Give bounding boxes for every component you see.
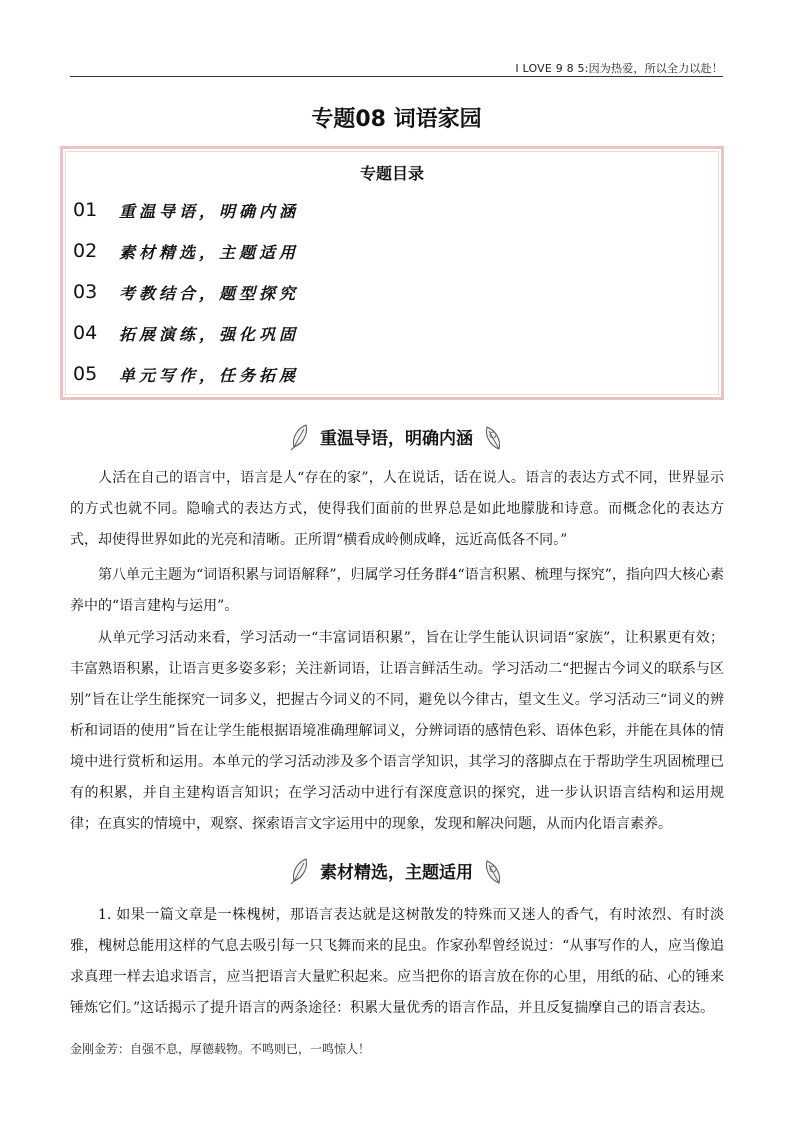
toc-item-label: 考教结合，题型探究 xyxy=(119,283,300,303)
leaf-decoration-icon xyxy=(288,421,314,451)
section-heading-1 xyxy=(0,414,793,458)
toc-item xyxy=(73,280,299,304)
leaf-decoration-icon xyxy=(288,855,314,885)
page-header-motto: I LOVE 9 8 5:因为热爱，所以全力以赴！ xyxy=(515,62,723,75)
toc-item-label: 重温导语，明确内涵 xyxy=(119,201,300,221)
section-heading-text: 重温导语，明确内涵 xyxy=(320,428,473,449)
table-of-contents xyxy=(60,146,724,400)
section-heading-text: 素材精选，主题适用 xyxy=(320,862,473,883)
toc-item-number: 04 xyxy=(73,322,98,344)
page-footer-motto: 金刚金芳：自强不息，厚德载物。不鸣则已，一鸣惊人！ xyxy=(70,1042,371,1056)
toc-item xyxy=(73,362,299,386)
intro-paragraph: 第八单元主题为“词语积累与词语解释”，归属学习任务群4“语言积累、梳理与探究”，指向四大核心素养中的“语言建构与运用”。 xyxy=(70,567,724,614)
toc-item-number: 02 xyxy=(73,240,98,262)
material-paragraph: 1. 如果一篇文章是一株槐树，那语言表达就是这树散发的特殊而又迷人的香气，有时浓烈、有时淡雅，槐树总能用这样的气息去吸引每一只飞舞而来的昆虫。作家孙犁曾经说过：“从事写作的人，应当像追求真理一样去追求语言，应当把语言大量贮积起来。应当把你的语言放在你的心里，用纸的砧、心的锤来锤炼它们。”这话揭示了提升语言的两条途径：积累大量优秀的语言作品，并且反复揣摩自己的语言表达。 xyxy=(70,907,724,1016)
toc-item-number: 01 xyxy=(73,199,98,221)
toc-item-label: 单元写作，任务拓展 xyxy=(119,365,300,385)
toc-title: 专题目录 xyxy=(359,164,424,183)
toc-item xyxy=(73,198,299,222)
toc-inner-border xyxy=(65,151,719,395)
toc-item-number: 05 xyxy=(73,363,98,385)
intro-paragraph: 人活在自己的语言中，语言是人“存在的家”，人在说话，话在说人。语言的表达方式不同，世界显示的方式也就不同。隐喻式的表达方式，使得我们面前的世界总是如此地朦胧和诗意。而概念化的表达方式，却使得世界如此的光亮和清晰。正所谓“横看成岭侧成峰，远近高低各不同。” xyxy=(70,470,724,548)
intro-paragraph: 从单元学习活动来看，学习活动一“丰富词语积累”，旨在让学生能认识词语“家族”，让积累更有效；丰富熟语积累，让语言更多姿多彩；关注新词语，让语言鲜活生动。学习活动二“把握古今词义的联系与区别”旨在让学生能探究一词多义，把握古今词义的不同，避免以今律古，望文生义。学习活动三“词义的辨析和词语的使用”旨在让学生能根据语境准确理解词义，分辨词语的感情色彩、语体色彩，并能在具体的情境中进行赏析和运用。本单元的学习活动涉及多个语言学知识，其学习的落脚点在于帮助学生巩固梳理已有的积累，并自主建构语言知识；在学习活动中进行有深度意识的探究，进一步认识语言结构和运用规律；在真实的情境中，观察、探索语言文字运用中的现象，发现和解决问题，从而内化语言素养。 xyxy=(70,630,724,832)
toc-item-label: 拓展演练，强化巩固 xyxy=(119,324,300,344)
document-title: 专题08 词语家园 xyxy=(311,107,482,132)
section-heading-2 xyxy=(0,848,793,892)
toc-item-number: 03 xyxy=(73,281,98,303)
toc-item xyxy=(73,239,299,263)
toc-item xyxy=(73,321,299,345)
leaf-decoration-icon xyxy=(479,421,505,451)
toc-item-label: 素材精选，主题适用 xyxy=(119,242,300,262)
leaf-decoration-icon xyxy=(479,855,505,885)
header-divider xyxy=(70,76,723,77)
